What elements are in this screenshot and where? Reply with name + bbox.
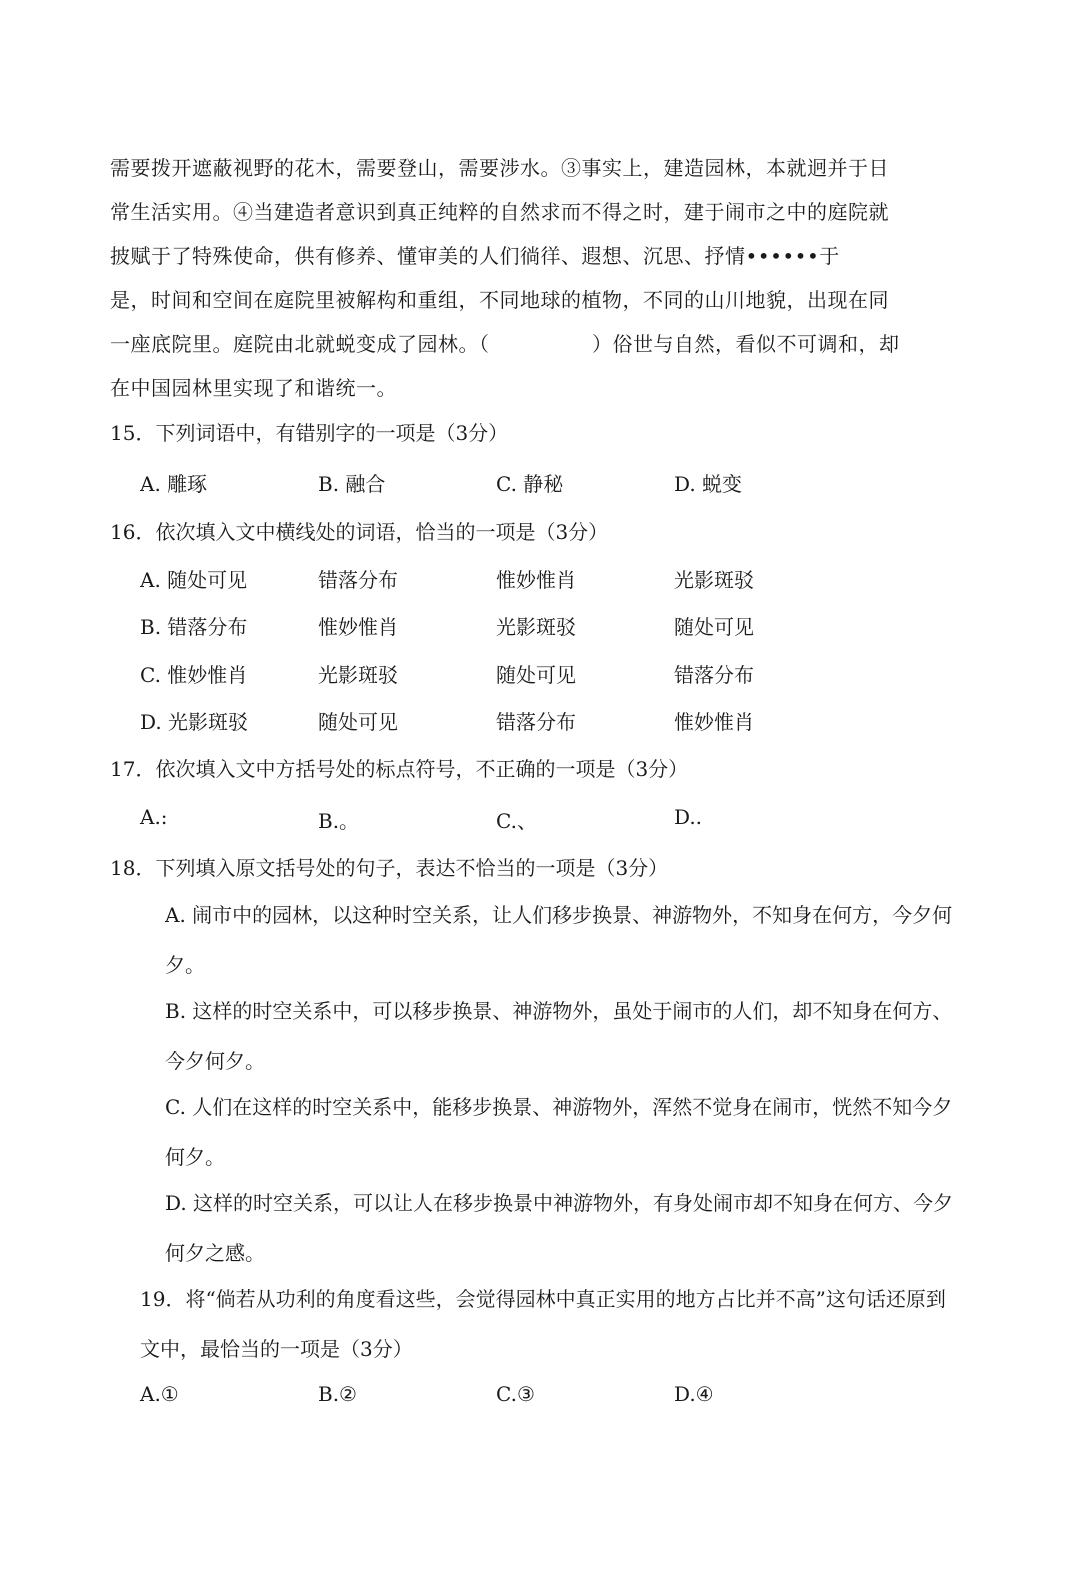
q16-option-b-word-2: 惟妙惟肖 — [318, 615, 398, 639]
q16-option-b-word-4: 随处可见 — [674, 615, 754, 639]
q16-option-a-word-2: 错落分布 — [318, 568, 398, 592]
q16-option-d-word-2: 随处可见 — [318, 710, 398, 734]
q17-option-d: D.. — [674, 805, 703, 829]
q19-option-d: D.④ — [674, 1382, 714, 1406]
q19-option-a: A.① — [140, 1382, 179, 1406]
q16-option-d: D. 光影斑驳 — [140, 710, 249, 734]
q15-option-c: C. 静秘 — [496, 472, 564, 496]
question-16-stem: 16．依次填入文中横线处的词语，恰当的一项是（3分） — [110, 520, 609, 544]
q18-option-a: A. 闹市中的园林，以这种时空关系，让人们移步换景、神游物外，不知身在何方，今夕何夕。 — [165, 903, 953, 977]
passage-line: 需要拨开遮蔽视野的花木，需要登山，需要涉水。③事实上，建造园林，本就迥并于日 — [110, 156, 889, 180]
q17-option-a: A.: — [140, 805, 168, 829]
q16-option-b: B. 错落分布 — [140, 615, 248, 639]
q18-option-c: C. 人们在这样的时空关系中，能移步换景、神游物外，浑然不觉身在闹市，恍然不知今夕何夕。 — [165, 1095, 953, 1169]
q16-option-d-word-4: 惟妙惟肖 — [674, 710, 754, 734]
passage-line: 常生活实用。④当建造者意识到真正纯粹的自然求而不得之时，建于闹市之中的庭院就 — [110, 200, 889, 224]
q16-option-c-word-3: 随处可见 — [496, 663, 576, 687]
passage-line: 在中国园林里实现了和谐统一。 — [110, 376, 397, 400]
q19-option-b: B.② — [318, 1382, 357, 1406]
q16-option-a-word-3: 惟妙惟肖 — [496, 568, 576, 592]
q16-option-d-word-3: 错落分布 — [496, 710, 576, 734]
question-17-stem: 17．依次填入文中方括号处的标点符号，不正确的一项是（3分） — [110, 757, 689, 781]
q18-option-b: B. 这样的时空关系中，可以移步换景、神游物外，虽处于闹市的人们，却不知身在何方、今夕何夕。 — [165, 999, 953, 1073]
question-19-stem: 19．将“倘若从功利的角度看这些，会觉得园林中真正实用的地方占比并不高”这句话还原到文中，最恰当的一项是（3分） — [140, 1287, 946, 1361]
question-15-stem: 15．下列词语中，有错别字的一项是（3分） — [110, 421, 509, 445]
q16-option-c: C. 惟妙惟肖 — [140, 663, 248, 687]
q17-option-b: B.。 — [318, 809, 360, 833]
passage-line: 是，时间和空间在庭院里被解构和重组，不同地球的植物，不同的山川地貌，出现在同 — [110, 288, 889, 312]
q16-option-c-word-4: 错落分布 — [674, 663, 754, 687]
q15-option-d: D. 蜕变 — [674, 472, 743, 496]
q15-option-a: A. 雕琢 — [140, 472, 208, 496]
q15-option-b: B. 融合 — [318, 472, 386, 496]
q18-option-d: D. 这样的时空关系，可以让人在移步换景中神游物外，有身处闹市却不知身在何方、今夕何夕之感。 — [165, 1191, 954, 1265]
passage-line: 披赋于了特殊使命，供有修养、懂审美的人们徜徉、遐想、沉思、抒情••••••于 — [110, 244, 840, 268]
q17-option-c: C.、 — [496, 809, 537, 833]
q16-option-a: A. 随处可见 — [140, 568, 248, 592]
question-18-stem: 18．下列填入原文括号处的句子，表达不恰当的一项是（3分） — [110, 856, 669, 880]
passage-line: 一座底院里。庭院由北就蜕变成了园林。（ ）俗世与自然，看似不可调和，却 — [110, 332, 900, 356]
reading-passage — [110, 146, 970, 410]
q16-option-a-word-4: 光影斑驳 — [674, 568, 754, 592]
q19-option-c: C.③ — [496, 1382, 535, 1406]
q16-option-c-word-2: 光影斑驳 — [318, 663, 398, 687]
q16-option-b-word-3: 光影斑驳 — [496, 615, 576, 639]
